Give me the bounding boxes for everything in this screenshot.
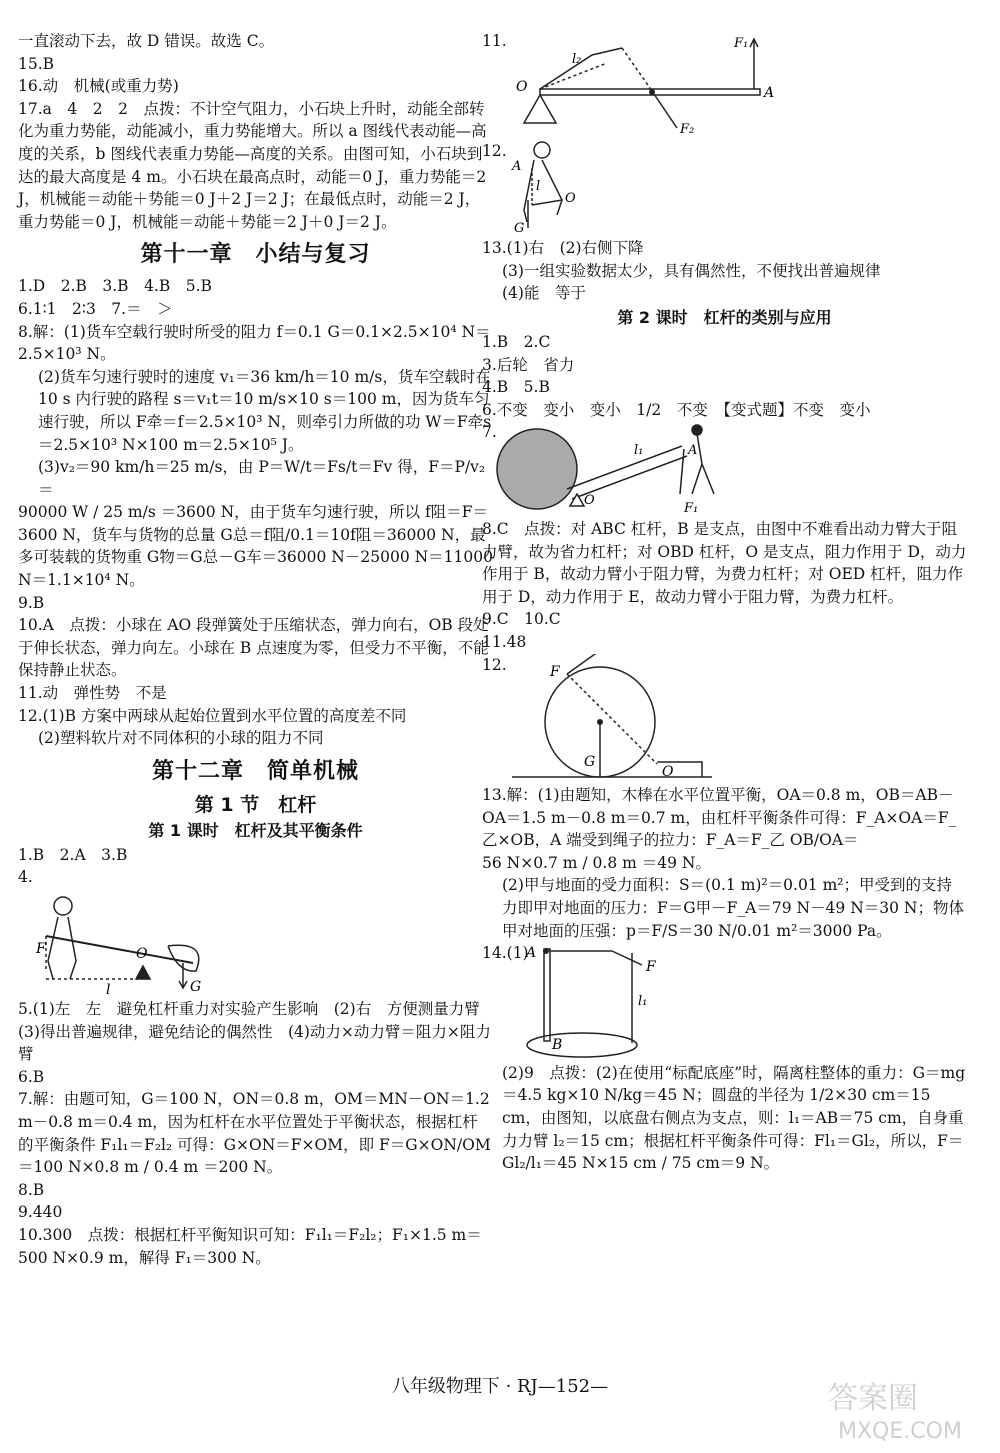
text-line: 11.	[482, 32, 507, 50]
text-line: (3)一组实验数据太少，具有偶然性，不便找出普遍规律	[502, 261, 881, 280]
text-line: 14.(1)	[482, 944, 529, 963]
figure-pivot	[524, 95, 556, 123]
text-line: 11.48	[482, 632, 527, 651]
right-column	[482, 30, 967, 1175]
text-line: 9.C 10.C	[482, 610, 561, 629]
figure-label: l₁	[634, 442, 644, 458]
figure-label: G	[584, 754, 596, 771]
text-line: 16.动 机械(或重力势)	[18, 77, 179, 96]
figure-label: O	[516, 78, 528, 95]
figure-label: l	[536, 179, 541, 195]
figure-label: F₁	[684, 500, 699, 516]
text-line: (2)甲与地面的受力面积：S＝(0.1 m)²＝0.01 m²；甲受到的支持力即甲对地面的压力：F＝G甲－F_A＝79 N－49 N＝30 N；物体甲对地面的压强：p＝F/S＝30 N/0.01 m²＝3000 Pa。	[502, 876, 964, 940]
left-column	[18, 30, 496, 1269]
section-title: 第 1 节 杠杆	[194, 793, 317, 816]
figure-f2-arrow	[652, 91, 677, 128]
figure-label: F	[550, 664, 560, 681]
figure-label: F	[646, 958, 656, 975]
chapter-title: 第十一章 小结与复习	[140, 242, 371, 268]
text-line: 3600 N，货车与货物的总量 G总＝f阻/0.1＝10f阻＝36000 N，最多可装载的货物重 G物＝G总－G车＝36000 N－25000 N＝11000 N＝1.1×10⁴ N。	[18, 525, 493, 590]
figure-force-arrow	[567, 654, 602, 674]
figure-circle-12	[512, 654, 712, 782]
text-line: 一直滚动下去，故 D 错误。故选 C。	[18, 32, 275, 50]
text-line: 13.(1)右 (2)右侧下降	[482, 239, 644, 258]
figure-label: l₁	[638, 993, 648, 1009]
figure-label: O	[662, 764, 674, 781]
text-line: 6.B	[18, 1067, 45, 1086]
text-line: (2)9 点拨：(2)在使用“标配底座”时，隔离柱整体的重力：G＝mg＝4.5 kg×10 N/kg＝45 N；圆盘的半径为 1/2×30 cm＝15 cm，由图知，以底盘右侧点为支点，则：l₁＝AB＝75 cm，自身重力力臂 l₂＝15 cm；根据杠杆平衡条件可得：Fl₁＝Gl₂，所以，F＝Gl₂/l₁＝45 N×15 cm / 75 cm＝9 N。	[502, 1063, 966, 1173]
watermark-url: MXQE.COM	[838, 1419, 962, 1444]
figure-label: G	[190, 979, 202, 995]
figure-label: F₁	[734, 35, 749, 51]
figure-f-arrow	[612, 951, 642, 965]
figure-label: G	[514, 221, 525, 236]
text-line: 90000 W / 25 m/s ＝3600 N，由于货车匀速行驶，所以 f阻＝F＝	[18, 503, 489, 522]
text-line: ＝100 N×0.8 m / 0.4 m ＝200 N。	[18, 1158, 283, 1177]
text-line: 7.解：由题可知，G＝100 N，ON＝0.8 m，OM＝MN－ON＝1.2 m－0.8 m＝0.4 m，因为杠杆在水平位置处于平衡状态，根据杠杆的平衡条件 F₁l₁＝F₂l₂ 可得：G×ON＝F×OM，即 F＝G×ON/OM	[18, 1090, 491, 1154]
figure-post-14	[522, 945, 682, 1060]
figure-label: O	[584, 492, 595, 508]
figure-lever-7	[492, 424, 732, 516]
watermark-logo	[818, 1370, 988, 1445]
figure-label: A	[688, 442, 698, 458]
figure-post	[544, 949, 550, 1041]
text-line: (4)能 等于	[502, 284, 586, 303]
figure-dashed-line	[622, 48, 652, 91]
figure-person-head	[54, 897, 72, 915]
text-line: (2)塑料软片对不同体积的小球的阻力不同	[38, 729, 324, 748]
figure-base	[527, 1033, 637, 1057]
figure-label: A	[512, 159, 522, 175]
text-line: 4.B 5.B	[482, 378, 550, 397]
text-line: 12.	[482, 655, 507, 674]
figure-head	[534, 142, 550, 158]
lesson-title: 第 1 课时 杠杆及其平衡条件	[148, 820, 363, 840]
figure-lever-shovel	[18, 891, 218, 996]
text-line: 1.D 2.B 3.B 4.B 5.B	[18, 277, 212, 296]
text-line: 56 N×0.7 m / 0.8 m ＝49 N。	[482, 853, 711, 872]
figure-label: l	[106, 982, 111, 996]
figure-person-head	[692, 425, 702, 435]
text-line: (2)货车匀速行驶时的速度 v₁＝36 km/h＝10 m/s，货车空载时在 10 s 内行驶的路程 s＝v₁t＝10 m/s×10 s＝100 m，因为货车匀速行驶，所以 F牵＝f＝2.5×10³ N，则牵引力所做的功 W＝F牵s＝2.5×10³ N×100 m＝2.5×10⁵ J。	[38, 367, 492, 454]
text-line: 13.解：(1)由题知，木棒在水平位置平衡，OA＝0.8 m，OB＝AB－OA＝1.5 m－0.8 m＝0.7 m，由杠杆平衡条件可得：F_A×OA＝F_乙×OB，A 端受到绳子的拉力：F_A＝F_乙 OB/OA＝	[482, 786, 957, 850]
text-line: 8.B	[18, 1180, 45, 1199]
text-line: 9.B	[18, 593, 45, 612]
text-line: 11.动 弹性势 不是	[18, 684, 167, 703]
page-footer: 八年级物理下 · RJ—152—	[391, 1376, 609, 1397]
text-line: 17.a 4 2 2 点拨：不计空气阻力，小石块上升时，动能全部转化为重力势能，动能减小，重力势能增大。所以 a 图线代表动能—高度的关系，b 图线代表重力势能—高度的关系。由图可知，小石块到达的最大高度是 4 m。小石块在最高点时，动能＝0 J，重力势能＝2 J，机械能＝动能＋势能＝0 J＋2 J＝2 J；在最低点时，动能＝2 J，重力势能＝0 J，机械能＝动能＋势能＝2 J＋0 J＝2 J。	[18, 99, 487, 231]
figure-label: l₂	[572, 51, 582, 67]
figure-pivot	[136, 966, 150, 979]
text-line: 10.A 点拨：小球在 AO 段弹簧处于压缩状态，弹力向右，OB 段处于伸长状态，弹力向左。小球在 B 点速度为零，但受力不平衡，不能保持静止状态。	[18, 616, 489, 680]
figure-point	[543, 948, 549, 954]
text-line: 5.(1)左 左 避免杠杆重力对实验产生影响 (2)右 方便测量力臂 (3)得出普遍规律，避免结论的偶然性 (4)动力×动力臂＝阻力×阻力臂	[18, 1000, 496, 1064]
figure-label: F₂	[680, 121, 695, 137]
figure-person-body	[48, 917, 76, 979]
figure-f1-arrow	[680, 449, 684, 494]
figure-lever-bar	[567, 446, 682, 489]
text-line: 1.B 2.A 3.B	[18, 845, 128, 864]
figure-lever-12	[502, 140, 622, 235]
figure-label: A	[526, 944, 537, 961]
figure-point	[649, 89, 655, 95]
figure-label: O	[136, 946, 148, 962]
text-line: 3.后轮 省力	[482, 355, 575, 374]
text-line: 12.	[482, 141, 507, 160]
text-line: 12.(1)B 方案中两球从起始位置到水平位置的高度差不同	[18, 706, 407, 725]
figure-label: A	[764, 84, 775, 101]
text-line: 6.1∶1 2∶3 7.＝ ＞	[18, 299, 173, 318]
text-line: 8.解：(1)货车空载行驶时所受的阻力 f＝0.1 G＝0.1×2.5×10⁴ N＝2.5×10³ N。	[18, 322, 491, 364]
figure-limb	[524, 160, 562, 222]
text-line: 7.	[482, 423, 497, 442]
text-line: 4.	[18, 868, 33, 887]
figure-forearm	[532, 200, 562, 205]
figure-lever-11	[512, 33, 802, 138]
text-line: 8.C 点拨：对 ABC 杠杆，B 是支点，由图中不难看出动力臂大于阻力臂，故为省力杠杆；对 OBD 杠杆，O 是支点，阻力作用于 D，动力作用于 B，故动力臂小于阻力臂，为费力杠杆；对 OED 杠杆，阻力作用于 D，动力作用于 E，故动力臂小于阻力臂，为费力杠杆。	[482, 519, 967, 606]
figure-label: B	[552, 1036, 563, 1053]
text-line: 9.440	[18, 1203, 63, 1222]
text-line: (3)v₂＝90 km/h＝25 m/s，由 P＝W/t＝Fs/t＝Fv 得，F＝P/v₂＝	[38, 458, 486, 499]
figure-label: O	[565, 191, 576, 207]
text-line: 6.不变 变小 变小 1/2 不变 【变式题】不变 变小	[482, 400, 871, 419]
figure-shovel-handle	[46, 936, 193, 963]
lesson-title: 第 2 课时 杠杆的类别与应用	[617, 307, 832, 327]
text-line: 10.300 点拨：根据杠杆平衡知识可知：F₁l₁＝F₂l₂；F₁×1.5 m＝500 N×0.9 m，解得 F₁＝300 N。	[18, 1225, 482, 1267]
text-line: 15.B	[18, 54, 55, 73]
watermark-text: 答案圈	[828, 1381, 918, 1416]
figure-center	[597, 719, 603, 725]
chapter-title: 第十二章 简单机械	[151, 758, 359, 784]
figure-rolling-drum	[497, 429, 577, 509]
figure-label: F	[36, 941, 46, 957]
text-line: 1.B 2.C	[482, 332, 551, 351]
